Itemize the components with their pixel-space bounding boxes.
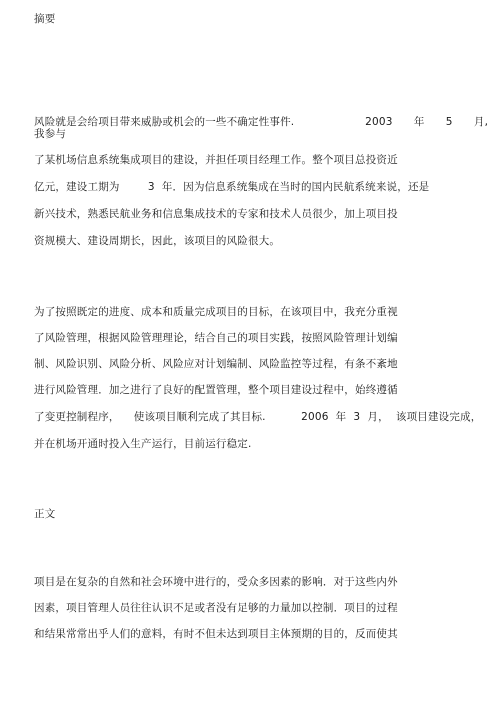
text-line: 亿元，建设工期为 3 年．因为信息系统集成在当时的国内民航系统来说，还是: [34, 181, 430, 193]
text-line: 项目是在复杂的自然和社会环境中进行的，受众多因素的影响．对于这些内外: [34, 576, 398, 588]
text-line: 进行风险管理．加之进行了良好的配置管理，整个项目建设过程中，始终遵循: [34, 384, 398, 396]
text-line: 了某机场信息系统集成项目的建设，并担任项目经理工作。整个项目总投资近: [34, 154, 398, 166]
text-line: 和结果常常出乎人们的意料，有时不但未达到项目主体预期的目的，反而使其: [34, 628, 398, 640]
text-line: 并在机场开通时投入生产运行，目前运行稳定.: [34, 438, 252, 450]
text-line: 了变更控制程序， 使该项目顺利完成了其目标. 2006 年 3 月， 该项目建设完成，: [34, 411, 482, 423]
text-line: 因素，项目管理人员往往认识不足或者没有足够的力量加以控制．项目的过程: [34, 602, 398, 614]
text-line: 为了按照既定的进度、成本和质量完成项目的目标，在该项目中，我充分重视: [34, 306, 398, 318]
text-line: 资规模大、建设周期长，因此，该项目的风险很大。: [34, 235, 281, 247]
text-line: 风险就是会给项目带来威胁或机会的一些不确定性事件. 2003 年 5 月,: [34, 116, 489, 128]
text-line: 新兴技术，熟悉民航业务和信息集成技术的专家和技术人员很少，加上项目投: [34, 208, 398, 220]
body-heading: 正文: [34, 508, 56, 520]
text-line: 制、风险识别、风险分析、风险应对计划编制、风险监控等过程，有条不紊地: [34, 358, 398, 370]
abstract-heading: 摘要: [34, 13, 56, 25]
text-line: 我参与: [34, 128, 67, 140]
text-line: 了风险管理，根据风险管理理论，结合自己的项目实践，按照风险管理计划编: [34, 332, 398, 344]
